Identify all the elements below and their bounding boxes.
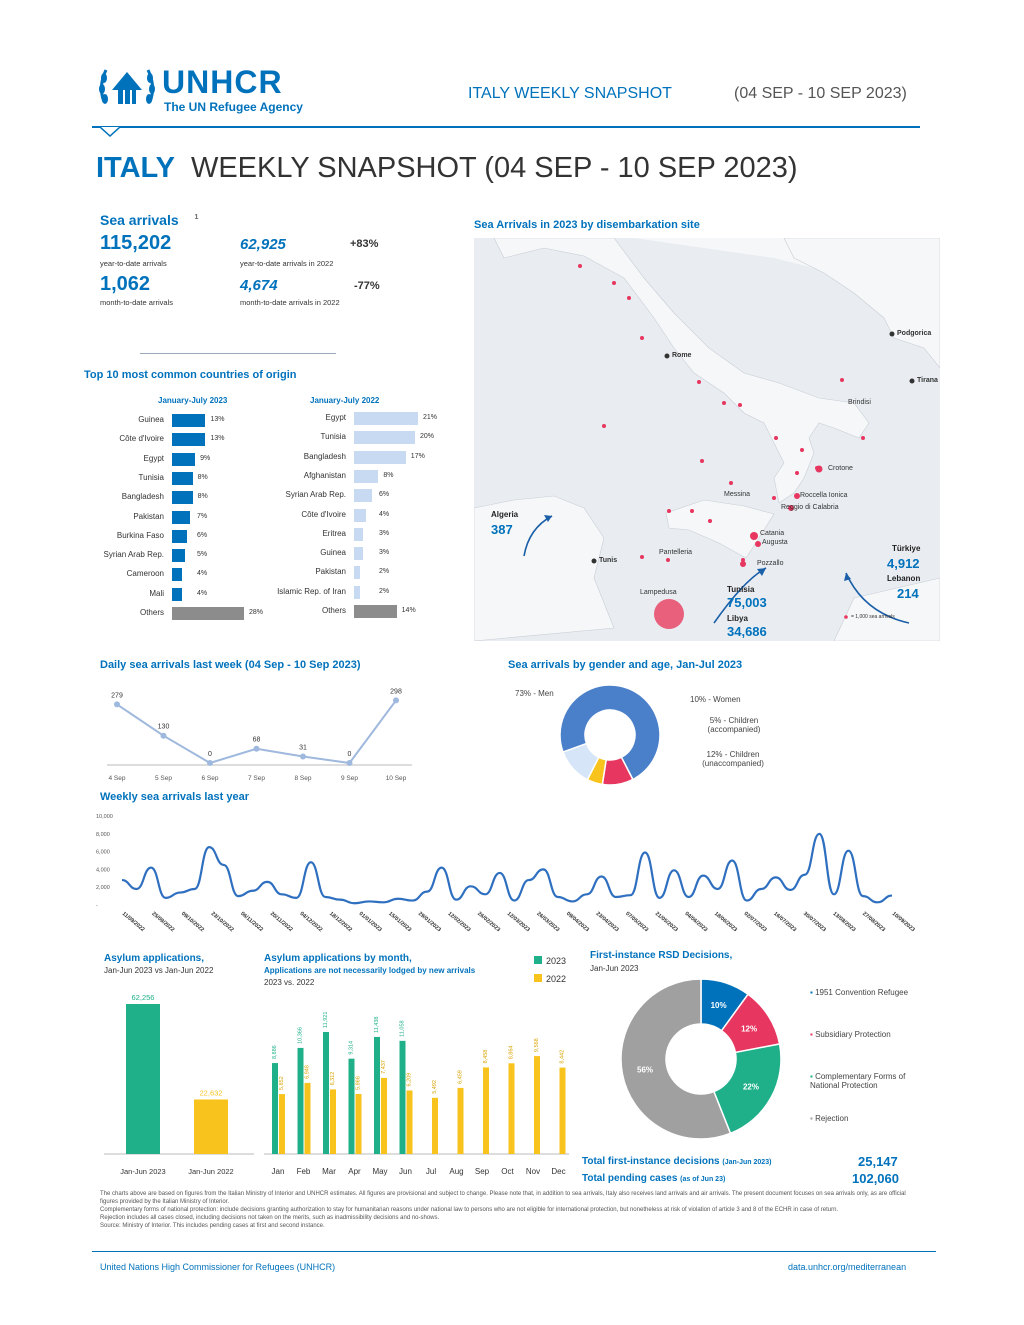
- asylum-month-label: Dec: [551, 1167, 566, 1176]
- origin-bar: [172, 453, 195, 466]
- map-tunisia-value: 75,003: [727, 595, 767, 610]
- origin-country-label: Guinea: [138, 415, 164, 424]
- origin-list-2022: [256, 412, 456, 624]
- origin-country-label: Others: [321, 606, 346, 615]
- footnote-4: Source: Ministry of Interior. This includes pending cases at first and second instance.: [100, 1223, 325, 1229]
- asylum-applications-chart: [104, 982, 254, 1177]
- origin-country-label: Pakistan: [315, 567, 346, 577]
- weekly-xtick-label: 06/11/2022: [239, 910, 264, 934]
- asylum-month-value-2022: 6,948: [304, 1065, 311, 1079]
- origin-country-label: Syrian Arab Rep.: [285, 490, 346, 500]
- footer-right[interactable]: data.unhcr.org/mediterranean: [788, 1262, 907, 1272]
- origin-bar: [354, 566, 360, 579]
- origin-pct-label: 8%: [197, 473, 208, 481]
- asylum-month-bar-2022: [509, 1063, 515, 1154]
- origin-country-label: Egypt: [325, 413, 346, 422]
- map-turkiye-label: Türkiye: [892, 544, 921, 553]
- origin-country-label: Egypt: [143, 453, 164, 463]
- map-lebanon-value: 214: [897, 586, 919, 601]
- asylum-month-label: Sep: [474, 1167, 490, 1176]
- daily-line: [117, 700, 396, 763]
- disembarkation-map: [474, 238, 940, 641]
- origin-pct-label: 7%: [197, 512, 208, 520]
- weekly-xtick-label: 25/09/2022: [150, 910, 176, 934]
- mtd-prev-value: 4,674: [240, 277, 278, 294]
- asylum-month-value-2022: 8,458: [483, 1049, 489, 1064]
- daily-point: [300, 753, 306, 759]
- map-city-crotone: Crotone: [828, 465, 853, 472]
- origin-pct-label: 13%: [210, 416, 225, 423]
- weekly-xtick-label: 30/07/2023: [801, 910, 827, 934]
- map-algeria-label: Algeria: [491, 510, 519, 519]
- asylum-month-value-2022: 6,312: [330, 1071, 336, 1086]
- asylum-heading: Asylum applications,: [104, 953, 205, 964]
- daily-day-label: 10 Sep: [385, 775, 407, 782]
- map-lebanon-label: Lebanon: [887, 574, 921, 583]
- asylum-month-bar-2022: [279, 1094, 285, 1154]
- daily-day-label: 8 Sep: [294, 775, 312, 782]
- footnote-3: Rejection includes all cases closed, including decisions not taken on the merits, such as inadmissibility decisions and no-shows.: [100, 1215, 440, 1221]
- weekly-ytick-label: 4,000: [96, 867, 110, 874]
- origin-pct-label: 3%: [379, 529, 390, 537]
- rsd-pct-label: 22%: [742, 1082, 759, 1092]
- asylum-month-subheading: Applications are not necessarily lodged by new arrivals: [264, 966, 476, 975]
- weekly-xtick-label: 02/07/2023: [742, 910, 768, 934]
- rsd-pct-label: 12%: [741, 1024, 758, 1034]
- origin-bar: [172, 530, 187, 543]
- rsd-legend-convention: ▪ 1951 Convention Refugee: [810, 988, 909, 997]
- origin-bar: [354, 451, 406, 464]
- rsd-total-pending-value: 102,060: [852, 1171, 899, 1186]
- footnotes: [100, 1190, 920, 1230]
- weekly-xtick-label: 11/09/2022: [120, 910, 146, 934]
- origin-bar: [354, 412, 418, 425]
- weekly-xtick-label: 16/07/2023: [772, 910, 798, 934]
- asylum-value-label: 22,632: [199, 1088, 223, 1098]
- asylum-month-value-2022: 5,852: [279, 1076, 285, 1091]
- asylum-bar: [126, 1004, 160, 1154]
- daily-point: [347, 760, 353, 766]
- weekly-xtick-label: 09/04/2023: [564, 910, 590, 934]
- origin-country-label: Burkina Faso: [116, 530, 164, 540]
- origin-pct-label: 2%: [379, 587, 390, 595]
- weekly-xtick-label: 23/10/2022: [209, 910, 235, 934]
- origin-bar: [172, 491, 193, 504]
- asylum-month-bar-2022: [483, 1067, 489, 1154]
- weekly-xtick-label: 29/01/2023: [416, 910, 442, 934]
- rsd-pct-label: 10%: [710, 1000, 727, 1010]
- weekly-ytick-label: 10,000: [96, 814, 113, 820]
- footer-divider: [92, 1251, 936, 1252]
- origin-bar: [172, 549, 185, 562]
- weekly-xtick-label: 07/05/2023: [624, 910, 650, 934]
- weekly-xtick-label: 04/12/2022: [298, 910, 324, 934]
- asylum-month-value-2022: 6,209: [406, 1072, 413, 1087]
- asylum-month-value-2022: 5,492: [432, 1080, 438, 1094]
- origin-pct-label: 8%: [197, 493, 208, 501]
- asylum-month-value-2022: 9,568: [534, 1038, 540, 1053]
- origin-bar: [354, 509, 366, 522]
- rsd-total-decisions-value: 25,147: [858, 1154, 898, 1169]
- daily-day-label: 7 Sep: [248, 775, 265, 782]
- origin-bar: [354, 470, 378, 483]
- origin-country-label: Islamic Rep. of Iran: [277, 586, 346, 596]
- rsd-legend-rejection: ▪ Rejection: [810, 1114, 849, 1123]
- asylum-month-label: Feb: [296, 1167, 311, 1176]
- daily-point: [114, 701, 120, 707]
- weekly-xtick-label: 26/02/2023: [476, 910, 502, 934]
- ytd-arrivals-value: 115,202: [100, 232, 172, 254]
- origin-pct-label: 5%: [197, 551, 208, 559]
- map-city-pantelleria: Pantelleria: [659, 549, 693, 556]
- origin-bar: [172, 433, 205, 446]
- rsd-decisions-donut: [616, 974, 786, 1144]
- asylum-month-value-2023: 8,886: [272, 1045, 278, 1060]
- rsd-total-pending: Total pending cases (as of Jun 23): [582, 1173, 726, 1184]
- rsd-pct-label: 56%: [637, 1065, 654, 1075]
- origin-pct-label: 2%: [379, 568, 390, 576]
- daily-point: [207, 760, 213, 766]
- origin-pct-label: 9%: [200, 454, 211, 462]
- origin-country-label: Afghanistan: [303, 470, 346, 480]
- sea-arrivals-heading: Sea arrivals $^1$: [100, 212, 199, 228]
- daily-value-label: 279: [111, 692, 123, 700]
- header-divider: [92, 126, 920, 128]
- asylum-month-bar-2022: [432, 1098, 438, 1154]
- daily-point: [254, 746, 260, 752]
- weekly-line: [122, 834, 892, 903]
- weekly-xtick-label: 18/06/2023: [713, 910, 738, 934]
- map-city-tirana: Tirana: [917, 377, 938, 384]
- rsd-legend-subsidiary: ▪ Subsidiary Protection: [810, 1030, 891, 1039]
- daily-value-label: 68: [252, 736, 261, 744]
- org-name: UNHCR: [162, 64, 283, 100]
- ytd-arrivals-label: year-to-date arrivals: [100, 259, 167, 268]
- daily-day-label: 4 Sep: [108, 775, 126, 782]
- origin-pct-label: 21%: [423, 414, 438, 421]
- origin-country-label: Côte d'Ivoire: [119, 434, 164, 444]
- asylum-month-value-2023: 9,314: [348, 1040, 355, 1055]
- weekly-heading: Weekly sea arrivals last year: [100, 791, 250, 803]
- asylum-month-bar-2022: [356, 1094, 362, 1154]
- asylum-month-value-2023: 11,921: [323, 1011, 329, 1028]
- asylum-bar: [194, 1099, 228, 1154]
- origin-bar: [354, 547, 363, 560]
- rsd-subheading: Jan-Jun 2023: [590, 964, 639, 973]
- footnote-2: Complementary forms of national protection: include decisions granting authorization to stay for humanitarian reasons under national law to persons who are not eligible for international protection, but nonetheless at risk of violation of article 3 and 8 of the ECHR in case of return.: [100, 1207, 839, 1213]
- asylum-category-label: Jan-Jun 2023: [120, 1167, 166, 1176]
- origin-bar: [172, 511, 190, 524]
- ytd-prev-value: 62,925: [240, 236, 286, 253]
- asylum-month-label: Aug: [449, 1167, 464, 1176]
- origin-bar: [172, 588, 182, 601]
- daily-value-label: 130: [157, 723, 170, 731]
- origin-bar: [354, 586, 360, 599]
- daily-day-label: 6 Sep: [201, 775, 219, 782]
- asylum-month-value-2022: 8,864: [508, 1045, 515, 1060]
- asylum-month-value-2023: 10,366: [297, 1027, 304, 1044]
- origin-col-2023: January-July 2023: [158, 396, 228, 405]
- origin-country-label: Pakistan: [133, 511, 164, 521]
- asylum-month-bar-2023: [400, 1041, 406, 1154]
- page-title-rest: WEEKLY SNAPSHOT (04 SEP - 10 SEP 2023): [190, 152, 798, 184]
- asylum-month-bar-2022: [330, 1089, 336, 1154]
- weekly-ytick-label: 2,000: [96, 885, 110, 892]
- map-panel: [474, 238, 940, 641]
- asylum-month-period: 2023 vs. 2022: [264, 978, 315, 987]
- map-libya-value: 34,686: [727, 624, 767, 639]
- origin-list-2023: [84, 414, 284, 626]
- origin-bar: [172, 568, 182, 581]
- gender-label-women: 10% - Women: [690, 695, 741, 704]
- asylum-month-value-2023: 11,058: [399, 1020, 406, 1037]
- rsd-total-decisions: Total first-instance decisions (Jan-Jun 2023): [582, 1156, 772, 1167]
- weekly-xtick-label: 21/05/2023: [653, 910, 679, 934]
- origin-pct-label: 17%: [410, 452, 425, 460]
- asylum-month-label: Apr: [348, 1167, 361, 1176]
- weekly-xtick-label: 12/02/2023: [446, 910, 472, 934]
- origin-pct-label: 20%: [419, 433, 434, 441]
- daily-point: [161, 733, 167, 739]
- origin-pct-label: 13%: [210, 435, 225, 443]
- asylum-month-label: Nov: [525, 1167, 541, 1176]
- map-city-augusta: Augusta: [762, 539, 788, 546]
- gender-label-children-unaccompanied: 12% - Children (unaccompanied): [702, 750, 764, 768]
- rsd-legend-complementary: ▪ Complementary Forms of National Protection: [810, 1072, 906, 1090]
- asylum-month-label: Jan: [271, 1167, 285, 1176]
- daily-value-label: 0: [208, 751, 212, 758]
- weekly-xtick-label: 10/09/2023: [890, 910, 916, 934]
- origin-country-label: Syrian Arab Rep.: [103, 550, 164, 560]
- map-city-tunis: Tunis: [599, 557, 618, 564]
- daily-value-label: 0: [347, 751, 352, 758]
- origin-pct-label: 3%: [379, 549, 390, 557]
- weekly-ytick-label: -: [96, 903, 98, 909]
- asylum-month-value-2022: 6,459: [457, 1070, 464, 1084]
- ytd-prev-label: year-to-date arrivals in 2022: [240, 259, 334, 268]
- gender-label-children-accompanied: 5% - Children (accompanied): [707, 716, 761, 734]
- map-heading: Sea Arrivals in 2023 by disembarkation site: [474, 219, 700, 231]
- origin-country-label: Côte d'Ivoire: [301, 509, 346, 519]
- asylum-value-label: 62,256: [131, 993, 155, 1002]
- origin-pct-label: 28%: [249, 609, 264, 616]
- origin-pct-label: 4%: [197, 589, 208, 597]
- origin-pct-label: 6%: [197, 531, 208, 539]
- origin-heading: Top 10 most common countries of origin: [84, 369, 297, 381]
- map-tunisia-label: Tunisia: [727, 585, 755, 594]
- map-libya-label: Libya: [727, 614, 748, 623]
- map-algeria-value: 387: [491, 522, 513, 537]
- asylum-month-bar-2022: [534, 1056, 540, 1154]
- page-title: [96, 152, 798, 185]
- gender-heading: Sea arrivals by gender and age, Jan-Jul 2023: [508, 659, 743, 671]
- weekly-xtick-label: 20/11/2022: [268, 910, 294, 934]
- mtd-change: -77%: [354, 280, 380, 292]
- weekly-xtick-label: 26/03/2023: [535, 910, 561, 934]
- mtd-arrivals-value: 1,062: [100, 273, 151, 295]
- sea-arrivals-section: [100, 212, 400, 312]
- origin-pct-label: 4%: [379, 510, 390, 518]
- kpi-divider: [140, 353, 336, 354]
- map-city-lampedusa: Lampedusa: [640, 589, 677, 596]
- asylum-month-bar-2022: [458, 1088, 464, 1154]
- asylum-month-bar-2022: [305, 1083, 311, 1154]
- map-city-reggio-di-calabria: Reggio di Calabria: [781, 504, 839, 511]
- asylum-month-bar-2022: [560, 1068, 566, 1154]
- asylum-subheading: Jan-Jun 2023 vs Jan-Jun 2022: [104, 966, 214, 975]
- origin-bar: [172, 414, 205, 427]
- weekly-xtick-label: 27/08/2023: [861, 910, 887, 934]
- unhcr-logo: [96, 62, 326, 118]
- weekly-arrivals-chart: [92, 808, 922, 943]
- asylum-month-bar-2023: [349, 1059, 355, 1154]
- asylum-month-heading: Asylum applications by month,: [264, 953, 412, 964]
- origin-bar: [354, 431, 415, 444]
- weekly-ytick-label: 6,000: [96, 849, 110, 856]
- asylum-month-label: Jun: [399, 1167, 412, 1176]
- origin-bar: [354, 489, 372, 502]
- asylum-by-month-chart: [264, 982, 574, 1177]
- asylum-month-value-2022: 5,866: [355, 1076, 362, 1090]
- origin-country-label: Mali: [149, 588, 164, 598]
- origin-country-label: Tunisia: [138, 472, 164, 482]
- ytd-change: +83%: [350, 238, 379, 250]
- daily-arrivals-chart: [92, 678, 422, 788]
- weekly-xtick-label: 23/04/2023: [594, 910, 620, 934]
- asylum-month-legend-2023: 2023: [534, 956, 566, 966]
- map-city-brindisi: Brindisi: [848, 399, 871, 406]
- map-city-podgorica: Podgorica: [897, 330, 932, 337]
- origin-bar: [172, 472, 193, 485]
- daily-value-label: 31: [299, 744, 307, 752]
- origin-pct-label: 6%: [379, 491, 390, 499]
- map-city-catania: Catania: [760, 530, 785, 537]
- origin-pct-label: 4%: [197, 570, 208, 578]
- asylum-month-value-2022: 7,437: [381, 1060, 387, 1074]
- unhcr-emblem-icon: [96, 62, 158, 118]
- weekly-xtick-label: 04/06/2023: [683, 910, 709, 934]
- snapshot-period: (04 SEP - 10 SEP 2023): [734, 85, 907, 102]
- daily-point: [393, 697, 399, 703]
- origin-bar: [172, 607, 244, 620]
- origin-bar: [354, 605, 397, 618]
- asylum-month-value-2023: 11,438: [374, 1016, 380, 1033]
- org-tagline: The UN Refugee Agency: [164, 100, 303, 114]
- asylum-month-label: Jul: [425, 1167, 437, 1176]
- map-city-rome: Rome: [672, 352, 692, 359]
- header-divider-notch: [100, 127, 120, 137]
- weekly-xtick-label: 18/12/2022: [328, 910, 353, 934]
- origin-country-label: Guinea: [320, 548, 346, 558]
- daily-day-label: 9 Sep: [341, 775, 358, 782]
- origin-country-label: Tunisia: [320, 432, 346, 442]
- map-turkiye-value: 4,912: [887, 556, 920, 571]
- daily-value-label: 298: [390, 688, 402, 696]
- asylum-month-bar-2022: [407, 1090, 413, 1154]
- origin-country-label: Others: [139, 608, 164, 617]
- weekly-xtick-label: 01/01/2023: [357, 910, 383, 934]
- asylum-month-bar-2022: [381, 1078, 387, 1154]
- origin-country-label: Cameroon: [126, 569, 164, 579]
- weekly-ytick-label: 8,000: [96, 831, 110, 838]
- mtd-arrivals-label: month-to-date arrivals: [100, 298, 173, 307]
- origin-country-label: Bangladesh: [121, 492, 164, 502]
- weekly-xtick-label: 09/10/2022: [179, 910, 205, 934]
- origin-col-2022: January-July 2022: [310, 396, 380, 405]
- asylum-month-bar-2023: [374, 1037, 380, 1154]
- origin-pct-label: 8%: [383, 471, 394, 479]
- asylum-month-bar-2023: [323, 1032, 329, 1154]
- weekly-xtick-label: 13/08/2023: [831, 910, 857, 934]
- map-city-roccella-ionica: Roccella Ionica: [800, 492, 848, 499]
- asylum-month-bar-2023: [272, 1063, 278, 1154]
- page-title-country: ITALY: [96, 152, 175, 184]
- map-city-pozzallo: Pozzallo: [757, 560, 784, 567]
- map-city-messina: Messina: [724, 491, 751, 498]
- weekly-xtick-label: 15/01/2023: [387, 910, 413, 934]
- asylum-month-bar-2023: [298, 1048, 304, 1154]
- origin-pct-label: 14%: [401, 607, 416, 614]
- weekly-xtick-label: 12/03/2023: [505, 910, 531, 934]
- asylum-month-label: Mar: [322, 1167, 336, 1176]
- footnote-1: The charts above are based on figures from the Italian Ministry of Interior and UNHCR estimates. All figures are provisional and subject to change. Please note that, in addition to sea arrivals, Italy also receives land arrivals and air arrivals. The present document focuses on sea arrivals only, as are official figures provided by the Italian Ministry of Interior.: [100, 1191, 906, 1205]
- asylum-month-value-2022: 8,442: [559, 1049, 566, 1064]
- asylum-month-label: Oct: [501, 1167, 514, 1176]
- daily-day-label: 5 Sep: [155, 775, 172, 782]
- asylum-month-legend-2022: 2022: [534, 974, 566, 984]
- asylum-category-label: Jan-Jun 2022: [188, 1167, 234, 1176]
- gender-label-men: 73% - Men: [515, 689, 554, 698]
- origin-bar: [354, 528, 363, 541]
- map-legend: = 1,000 sea arrivals: [851, 614, 895, 620]
- gender-age-donut: [550, 680, 670, 790]
- asylum-month-label: May: [372, 1167, 388, 1176]
- origin-country-label: Eritrea: [322, 528, 346, 538]
- footnote-marker: 1: [194, 214, 199, 222]
- rsd-heading: First-instance RSD Decisions,: [590, 950, 733, 961]
- snapshot-label: ITALY WEEKLY SNAPSHOT: [468, 85, 672, 102]
- mtd-prev-label: month-to-date arrivals in 2022: [240, 298, 340, 307]
- daily-heading: Daily sea arrivals last week (04 Sep - 10 Sep 2023): [100, 659, 361, 671]
- footer-left: United Nations High Commissioner for Refugees (UNHCR): [100, 1262, 336, 1272]
- origin-country-label: Bangladesh: [303, 451, 346, 461]
